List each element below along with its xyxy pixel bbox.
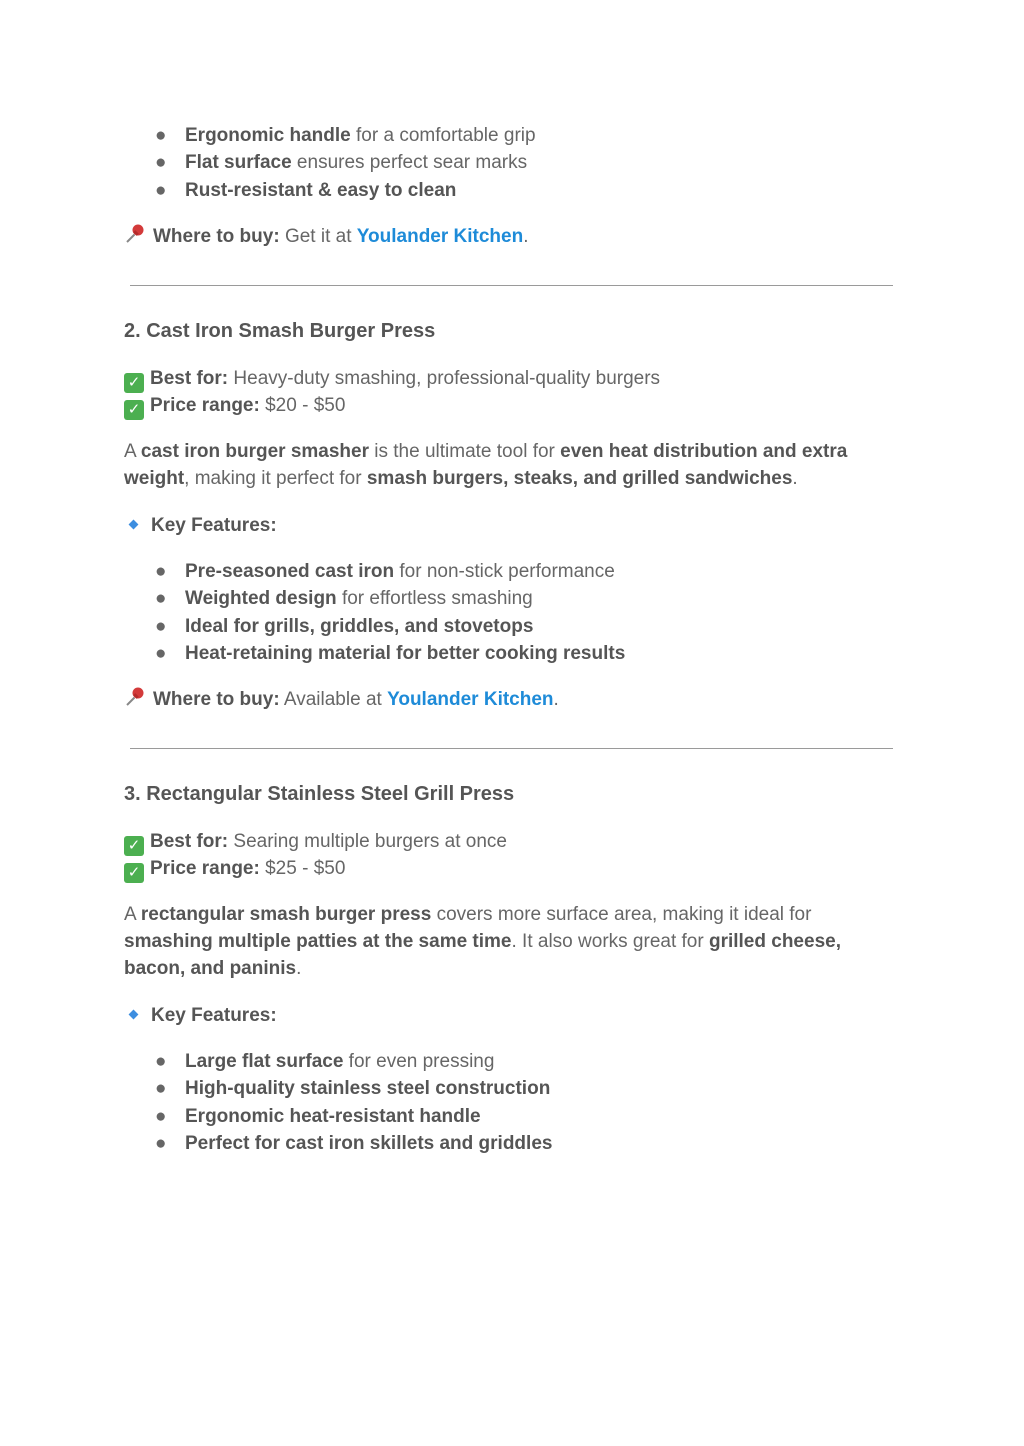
key-features-heading: Key Features: — [124, 512, 894, 539]
where-to-buy-label: Where to buy: — [153, 689, 280, 710]
price-range-line: ✓ Price range: $25 - $50 — [124, 855, 894, 883]
bullet-icon: ● — [155, 588, 167, 610]
pushpin-icon — [124, 686, 146, 716]
description-paragraph: A rectangular smash burger press covers more surface area, making it ideal for smashing multiple patties at the same time. It also works great for grilled cheese, bacon, and paninis. — [124, 904, 841, 979]
bullet-icon: ● — [155, 561, 167, 582]
bullet-icon: ● — [155, 1051, 167, 1072]
section-heading: 2. Cast Iron Smash Burger Press — [124, 320, 436, 342]
bullet-icon: ● — [155, 1132, 167, 1154]
bullet-icon: ● — [155, 125, 167, 146]
where-to-buy-line: Where to buy: Available at Youlander Kitchen. — [124, 686, 894, 716]
bullet-icon: ● — [155, 615, 167, 637]
check-mark-button-icon: ✓ — [124, 400, 144, 420]
description-paragraph: A cast iron burger smasher is the ultimate tool for even heat distribution and extra weight, making it perfect for smash burgers, steaks, and grilled sandwiches. — [124, 441, 848, 489]
check-mark-button-icon: ✓ — [124, 836, 144, 856]
bullet-icon: ● — [155, 152, 167, 174]
list-item: ● Weighted design for effortless smashing — [124, 585, 894, 612]
list-item: ● Heat-retaining material for better cooking results — [124, 640, 894, 667]
pushpin-icon — [124, 223, 146, 253]
where-to-buy-label: Where to buy: — [153, 226, 280, 247]
section-divider — [130, 748, 893, 749]
bullet-icon: ● — [155, 1105, 167, 1127]
list-item: ● High-quality stainless steel construction — [124, 1075, 894, 1102]
best-for-line: ✓ Best for: Heavy-duty smashing, professional-quality burgers — [124, 365, 894, 393]
small-blue-diamond-icon — [129, 520, 139, 530]
key-features-heading: Key Features: — [124, 1002, 894, 1029]
list-item: ● Ergonomic handle for a comfortable grip — [124, 122, 536, 149]
section1-feature-list — [124, 122, 536, 204]
list-item: ● Ideal for grills, griddles, and stovetops — [124, 613, 894, 640]
list-item: ● Large flat surface for even pressing — [124, 1048, 894, 1075]
small-blue-diamond-icon — [129, 1010, 139, 1020]
list-item: ● Ergonomic heat-resistant handle — [124, 1103, 894, 1130]
check-mark-button-icon: ✓ — [124, 373, 144, 393]
check-mark-button-icon: ✓ — [124, 863, 144, 883]
list-item: ● Perfect for cast iron skillets and griddles — [124, 1130, 894, 1157]
bullet-icon: ● — [155, 1078, 167, 1100]
section3-feature-list — [124, 1048, 894, 1157]
youlander-kitchen-link[interactable]: Youlander Kitchen — [387, 689, 554, 710]
list-item: ● Rust-resistant & easy to clean — [124, 177, 536, 204]
list-item: ● Pre-seasoned cast iron for non-stick performance — [124, 558, 894, 585]
section-divider — [130, 285, 893, 286]
section2-feature-list — [124, 558, 894, 667]
best-for-line: ✓ Best for: Searing multiple burgers at once — [124, 828, 894, 856]
where-to-buy-line: Where to buy: Get it at Youlander Kitchen. — [124, 223, 894, 253]
list-item: ● Flat surface ensures perfect sear marks — [124, 149, 536, 176]
youlander-kitchen-link[interactable]: Youlander Kitchen — [356, 226, 524, 247]
section-heading: 3. Rectangular Stainless Steel Grill Press — [124, 783, 515, 805]
bullet-icon: ● — [155, 179, 167, 201]
price-range-line: ✓ Price range: $20 - $50 — [124, 392, 894, 420]
bullet-icon: ● — [155, 642, 167, 664]
